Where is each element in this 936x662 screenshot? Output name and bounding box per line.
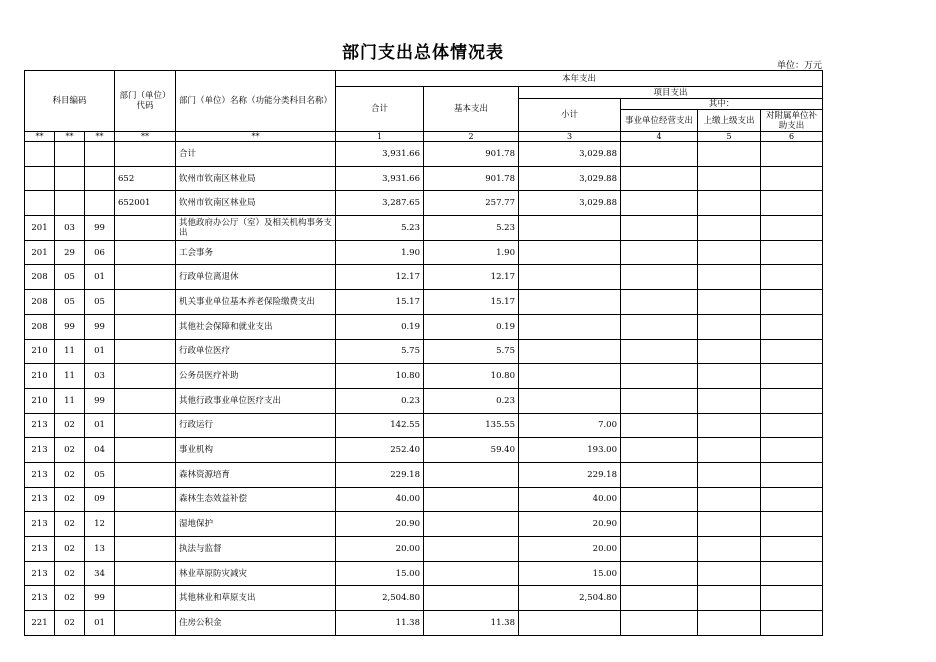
code-subitem-cell: 06 bbox=[85, 240, 115, 265]
basic-cell bbox=[424, 586, 519, 611]
project-subtotal-cell: 20.90 bbox=[519, 512, 621, 537]
code-class-cell: 213 bbox=[25, 537, 55, 562]
dept-code-cell bbox=[115, 438, 176, 463]
header-of-which: 其中： bbox=[621, 99, 823, 110]
table-row bbox=[25, 438, 823, 463]
header-subsidy: 对附属单位补助支出 bbox=[761, 110, 823, 132]
business-cell bbox=[621, 216, 698, 241]
code-subitem-cell: 05 bbox=[85, 462, 115, 487]
index-cell: 1 bbox=[336, 132, 424, 142]
superior-cell bbox=[698, 611, 761, 636]
subsidy-cell bbox=[761, 413, 823, 438]
code-item-cell: 05 bbox=[55, 290, 85, 315]
table-row bbox=[25, 314, 823, 339]
total-cell: 5.23 bbox=[336, 216, 424, 241]
dept-name-cell: 钦州市钦南区林业局 bbox=[176, 166, 336, 191]
business-cell bbox=[621, 388, 698, 413]
code-subitem-cell bbox=[85, 191, 115, 216]
superior-cell bbox=[698, 413, 761, 438]
business-cell bbox=[621, 561, 698, 586]
business-cell bbox=[621, 142, 698, 167]
business-cell bbox=[621, 413, 698, 438]
header-superior: 上缴上级支出 bbox=[698, 110, 761, 132]
dept-name-cell: 林业草原防灾减灾 bbox=[176, 561, 336, 586]
code-item-cell: 02 bbox=[55, 586, 85, 611]
code-subitem-cell: 99 bbox=[85, 314, 115, 339]
superior-cell bbox=[698, 240, 761, 265]
superior-cell bbox=[698, 142, 761, 167]
code-item-cell: 02 bbox=[55, 462, 85, 487]
dept-code-cell bbox=[115, 290, 176, 315]
code-item-cell bbox=[55, 142, 85, 167]
dept-code-cell bbox=[115, 487, 176, 512]
superior-cell bbox=[698, 462, 761, 487]
code-subitem-cell: 13 bbox=[85, 537, 115, 562]
superior-cell bbox=[698, 216, 761, 241]
basic-cell: 1.90 bbox=[424, 240, 519, 265]
basic-cell: 10.80 bbox=[424, 364, 519, 389]
table-body bbox=[25, 142, 823, 636]
subsidy-cell bbox=[761, 586, 823, 611]
subsidy-cell bbox=[761, 339, 823, 364]
subsidy-cell bbox=[761, 290, 823, 315]
dept-code-cell bbox=[115, 339, 176, 364]
index-cell: ** bbox=[115, 132, 176, 142]
project-subtotal-cell: 7.00 bbox=[519, 413, 621, 438]
code-class-cell: 221 bbox=[25, 611, 55, 636]
total-cell: 1.90 bbox=[336, 240, 424, 265]
total-cell: 0.23 bbox=[336, 388, 424, 413]
basic-cell: 5.23 bbox=[424, 216, 519, 241]
code-item-cell bbox=[55, 191, 85, 216]
basic-cell bbox=[424, 561, 519, 586]
dept-code-cell bbox=[115, 388, 176, 413]
project-subtotal-cell bbox=[519, 339, 621, 364]
superior-cell bbox=[698, 438, 761, 463]
dept-name-cell: 合计 bbox=[176, 142, 336, 167]
code-subitem-cell: 99 bbox=[85, 216, 115, 241]
total-cell: 3,931.66 bbox=[336, 142, 424, 167]
basic-cell: 135.55 bbox=[424, 413, 519, 438]
code-class-cell: 210 bbox=[25, 388, 55, 413]
index-cell: ** bbox=[25, 132, 55, 142]
code-class-cell: 208 bbox=[25, 314, 55, 339]
total-cell: 3,287.65 bbox=[336, 191, 424, 216]
header-this-year: 本年支出 bbox=[336, 71, 823, 87]
superior-cell bbox=[698, 364, 761, 389]
basic-cell: 11.38 bbox=[424, 611, 519, 636]
basic-cell: 5.75 bbox=[424, 339, 519, 364]
superior-cell bbox=[698, 487, 761, 512]
subsidy-cell bbox=[761, 537, 823, 562]
code-class-cell: 213 bbox=[25, 462, 55, 487]
table-row bbox=[25, 364, 823, 389]
total-cell: 15.00 bbox=[336, 561, 424, 586]
superior-cell bbox=[698, 191, 761, 216]
dept-code-cell bbox=[115, 512, 176, 537]
dept-code-cell bbox=[115, 537, 176, 562]
superior-cell bbox=[698, 561, 761, 586]
table-row bbox=[25, 216, 823, 241]
basic-cell: 15.17 bbox=[424, 290, 519, 315]
code-subitem-cell bbox=[85, 142, 115, 167]
table-row bbox=[25, 487, 823, 512]
basic-cell bbox=[424, 537, 519, 562]
subsidy-cell bbox=[761, 462, 823, 487]
business-cell bbox=[621, 462, 698, 487]
header-business: 事业单位经营支出 bbox=[621, 110, 698, 132]
code-subitem-cell: 01 bbox=[85, 413, 115, 438]
table-row bbox=[25, 586, 823, 611]
business-cell bbox=[621, 339, 698, 364]
code-class-cell: 213 bbox=[25, 586, 55, 611]
header-total: 合计 bbox=[336, 87, 424, 132]
subsidy-cell bbox=[761, 512, 823, 537]
business-cell bbox=[621, 166, 698, 191]
basic-cell bbox=[424, 512, 519, 537]
total-cell: 10.80 bbox=[336, 364, 424, 389]
dept-name-cell: 其他政府办公厅（室）及相关机构事务支出 bbox=[176, 216, 336, 241]
table-row bbox=[25, 388, 823, 413]
table-row bbox=[25, 142, 823, 167]
subsidy-cell bbox=[761, 166, 823, 191]
subsidy-cell bbox=[761, 191, 823, 216]
header-code: 科目编码 bbox=[25, 71, 115, 132]
superior-cell bbox=[698, 388, 761, 413]
code-class-cell bbox=[25, 142, 55, 167]
table-header bbox=[25, 71, 823, 142]
total-cell: 12.17 bbox=[336, 265, 424, 290]
business-cell bbox=[621, 265, 698, 290]
total-cell: 3,931.66 bbox=[336, 166, 424, 191]
code-subitem-cell: 01 bbox=[85, 339, 115, 364]
code-item-cell: 05 bbox=[55, 265, 85, 290]
header-subtotal: 小计 bbox=[519, 99, 621, 132]
total-cell: 229.18 bbox=[336, 462, 424, 487]
code-subitem-cell: 01 bbox=[85, 611, 115, 636]
code-subitem-cell: 99 bbox=[85, 586, 115, 611]
header-project: 项目支出 bbox=[519, 87, 823, 99]
dept-code-cell: 652001 bbox=[115, 191, 176, 216]
total-cell: 15.17 bbox=[336, 290, 424, 315]
business-cell bbox=[621, 240, 698, 265]
project-subtotal-cell bbox=[519, 240, 621, 265]
dept-code-cell bbox=[115, 142, 176, 167]
dept-name-cell: 其他行政事业单位医疗支出 bbox=[176, 388, 336, 413]
subsidy-cell bbox=[761, 314, 823, 339]
superior-cell bbox=[698, 586, 761, 611]
code-class-cell: 201 bbox=[25, 216, 55, 241]
subsidy-cell bbox=[761, 561, 823, 586]
dept-name-cell: 森林生态效益补偿 bbox=[176, 487, 336, 512]
basic-cell: 901.78 bbox=[424, 142, 519, 167]
superior-cell bbox=[698, 512, 761, 537]
superior-cell bbox=[698, 290, 761, 315]
code-subitem-cell: 09 bbox=[85, 487, 115, 512]
code-class-cell: 201 bbox=[25, 240, 55, 265]
dept-code-cell bbox=[115, 216, 176, 241]
project-subtotal-cell bbox=[519, 314, 621, 339]
code-subitem-cell: 34 bbox=[85, 561, 115, 586]
code-item-cell: 02 bbox=[55, 611, 85, 636]
project-subtotal-cell bbox=[519, 216, 621, 241]
dept-name-cell: 其他林业和草原支出 bbox=[176, 586, 336, 611]
code-class-cell bbox=[25, 191, 55, 216]
project-subtotal-cell: 15.00 bbox=[519, 561, 621, 586]
code-item-cell: 29 bbox=[55, 240, 85, 265]
code-item-cell: 11 bbox=[55, 364, 85, 389]
code-class-cell: 208 bbox=[25, 290, 55, 315]
subsidy-cell bbox=[761, 364, 823, 389]
dept-name-cell: 机关事业单位基本养老保险缴费支出 bbox=[176, 290, 336, 315]
business-cell bbox=[621, 191, 698, 216]
dept-name-cell: 行政单位医疗 bbox=[176, 339, 336, 364]
subsidy-cell bbox=[761, 487, 823, 512]
code-class-cell: 213 bbox=[25, 487, 55, 512]
code-class-cell bbox=[25, 166, 55, 191]
code-item-cell: 03 bbox=[55, 216, 85, 241]
code-item-cell: 99 bbox=[55, 314, 85, 339]
total-cell: 2,504.80 bbox=[336, 586, 424, 611]
index-cell: ** bbox=[55, 132, 85, 142]
project-subtotal-cell bbox=[519, 364, 621, 389]
basic-cell bbox=[424, 487, 519, 512]
superior-cell bbox=[698, 265, 761, 290]
dept-name-cell: 公务员医疗补助 bbox=[176, 364, 336, 389]
total-cell: 0.19 bbox=[336, 314, 424, 339]
project-subtotal-cell bbox=[519, 388, 621, 413]
total-cell: 5.75 bbox=[336, 339, 424, 364]
table-row bbox=[25, 611, 823, 636]
business-cell bbox=[621, 290, 698, 315]
table-row bbox=[25, 512, 823, 537]
project-subtotal-cell: 229.18 bbox=[519, 462, 621, 487]
code-class-cell: 213 bbox=[25, 413, 55, 438]
index-cell: 5 bbox=[698, 132, 761, 142]
code-item-cell bbox=[55, 166, 85, 191]
index-cell: ** bbox=[85, 132, 115, 142]
code-class-cell: 210 bbox=[25, 364, 55, 389]
subsidy-cell bbox=[761, 240, 823, 265]
subsidy-cell bbox=[761, 388, 823, 413]
code-subitem-cell: 05 bbox=[85, 290, 115, 315]
expenditure-table bbox=[24, 70, 823, 636]
subsidy-cell bbox=[761, 216, 823, 241]
code-subitem-cell: 12 bbox=[85, 512, 115, 537]
dept-name-cell: 行政运行 bbox=[176, 413, 336, 438]
project-subtotal-cell: 3,029.88 bbox=[519, 191, 621, 216]
table-row bbox=[25, 462, 823, 487]
project-subtotal-cell: 2,504.80 bbox=[519, 586, 621, 611]
code-class-cell: 208 bbox=[25, 265, 55, 290]
code-item-cell: 02 bbox=[55, 438, 85, 463]
project-subtotal-cell: 193.00 bbox=[519, 438, 621, 463]
dept-code-cell bbox=[115, 240, 176, 265]
basic-cell: 59.40 bbox=[424, 438, 519, 463]
business-cell bbox=[621, 512, 698, 537]
table-row bbox=[25, 166, 823, 191]
dept-name-cell: 行政单位离退休 bbox=[176, 265, 336, 290]
basic-cell: 901.78 bbox=[424, 166, 519, 191]
subsidy-cell bbox=[761, 142, 823, 167]
project-subtotal-cell: 20.00 bbox=[519, 537, 621, 562]
business-cell bbox=[621, 314, 698, 339]
business-cell bbox=[621, 364, 698, 389]
superior-cell bbox=[698, 314, 761, 339]
project-subtotal-cell: 3,029.88 bbox=[519, 142, 621, 167]
superior-cell bbox=[698, 537, 761, 562]
business-cell bbox=[621, 487, 698, 512]
code-item-cell: 11 bbox=[55, 388, 85, 413]
code-item-cell: 11 bbox=[55, 339, 85, 364]
code-subitem-cell: 04 bbox=[85, 438, 115, 463]
total-cell: 142.55 bbox=[336, 413, 424, 438]
basic-cell: 0.23 bbox=[424, 388, 519, 413]
dept-name-cell: 森林资源培育 bbox=[176, 462, 336, 487]
table-row bbox=[25, 290, 823, 315]
superior-cell bbox=[698, 339, 761, 364]
index-cell: 3 bbox=[519, 132, 621, 142]
code-subitem-cell: 03 bbox=[85, 364, 115, 389]
dept-code-cell bbox=[115, 364, 176, 389]
code-item-cell: 02 bbox=[55, 487, 85, 512]
header-basic: 基本支出 bbox=[424, 87, 519, 132]
table-row bbox=[25, 339, 823, 364]
dept-code-cell bbox=[115, 586, 176, 611]
table-row bbox=[25, 240, 823, 265]
project-subtotal-cell: 40.00 bbox=[519, 487, 621, 512]
code-item-cell: 02 bbox=[55, 561, 85, 586]
business-cell bbox=[621, 537, 698, 562]
superior-cell bbox=[698, 166, 761, 191]
basic-cell: 0.19 bbox=[424, 314, 519, 339]
dept-code-cell: 652 bbox=[115, 166, 176, 191]
table-row bbox=[25, 561, 823, 586]
index-cell: ** bbox=[176, 132, 336, 142]
dept-code-cell bbox=[115, 314, 176, 339]
project-subtotal-cell: 3,029.88 bbox=[519, 166, 621, 191]
code-item-cell: 02 bbox=[55, 512, 85, 537]
code-class-cell: 213 bbox=[25, 438, 55, 463]
business-cell bbox=[621, 611, 698, 636]
dept-code-cell bbox=[115, 462, 176, 487]
dept-name-cell: 执法与监督 bbox=[176, 537, 336, 562]
index-row bbox=[25, 132, 823, 142]
dept-name-cell: 湿地保护 bbox=[176, 512, 336, 537]
unit-label: 单位：万元 bbox=[776, 61, 822, 71]
dept-name-cell: 住房公积金 bbox=[176, 611, 336, 636]
page-title: 部门支出总体情况表 bbox=[342, 43, 504, 63]
basic-cell: 257.77 bbox=[424, 191, 519, 216]
subsidy-cell bbox=[761, 265, 823, 290]
project-subtotal-cell bbox=[519, 290, 621, 315]
index-cell: 4 bbox=[621, 132, 698, 142]
total-cell: 11.38 bbox=[336, 611, 424, 636]
dept-name-cell: 事业机构 bbox=[176, 438, 336, 463]
basic-cell bbox=[424, 462, 519, 487]
project-subtotal-cell bbox=[519, 611, 621, 636]
code-subitem-cell: 01 bbox=[85, 265, 115, 290]
dept-code-cell bbox=[115, 611, 176, 636]
table-row bbox=[25, 413, 823, 438]
code-item-cell: 02 bbox=[55, 537, 85, 562]
dept-code-cell bbox=[115, 413, 176, 438]
total-cell: 40.00 bbox=[336, 487, 424, 512]
dept-name-cell: 其他社会保障和就业支出 bbox=[176, 314, 336, 339]
subsidy-cell bbox=[761, 438, 823, 463]
business-cell bbox=[621, 438, 698, 463]
table-row bbox=[25, 191, 823, 216]
code-class-cell: 213 bbox=[25, 512, 55, 537]
dept-code-cell bbox=[115, 265, 176, 290]
code-subitem-cell: 99 bbox=[85, 388, 115, 413]
total-cell: 252.40 bbox=[336, 438, 424, 463]
header-dept-name: 部门（单位）名称（功能分类科目名称） bbox=[176, 71, 336, 132]
dept-code-cell bbox=[115, 561, 176, 586]
subsidy-cell bbox=[761, 611, 823, 636]
dept-name-cell: 工会事务 bbox=[176, 240, 336, 265]
code-class-cell: 213 bbox=[25, 561, 55, 586]
total-cell: 20.00 bbox=[336, 537, 424, 562]
code-class-cell: 210 bbox=[25, 339, 55, 364]
index-cell: 6 bbox=[761, 132, 823, 142]
project-subtotal-cell bbox=[519, 265, 621, 290]
business-cell bbox=[621, 586, 698, 611]
index-cell: 2 bbox=[424, 132, 519, 142]
code-item-cell: 02 bbox=[55, 413, 85, 438]
code-subitem-cell bbox=[85, 166, 115, 191]
basic-cell: 12.17 bbox=[424, 265, 519, 290]
dept-name-cell: 钦州市钦南区林业局 bbox=[176, 191, 336, 216]
table-row bbox=[25, 265, 823, 290]
header-dept-code: 部门（单位）代码 bbox=[115, 71, 176, 132]
total-cell: 20.90 bbox=[336, 512, 424, 537]
table-row bbox=[25, 537, 823, 562]
